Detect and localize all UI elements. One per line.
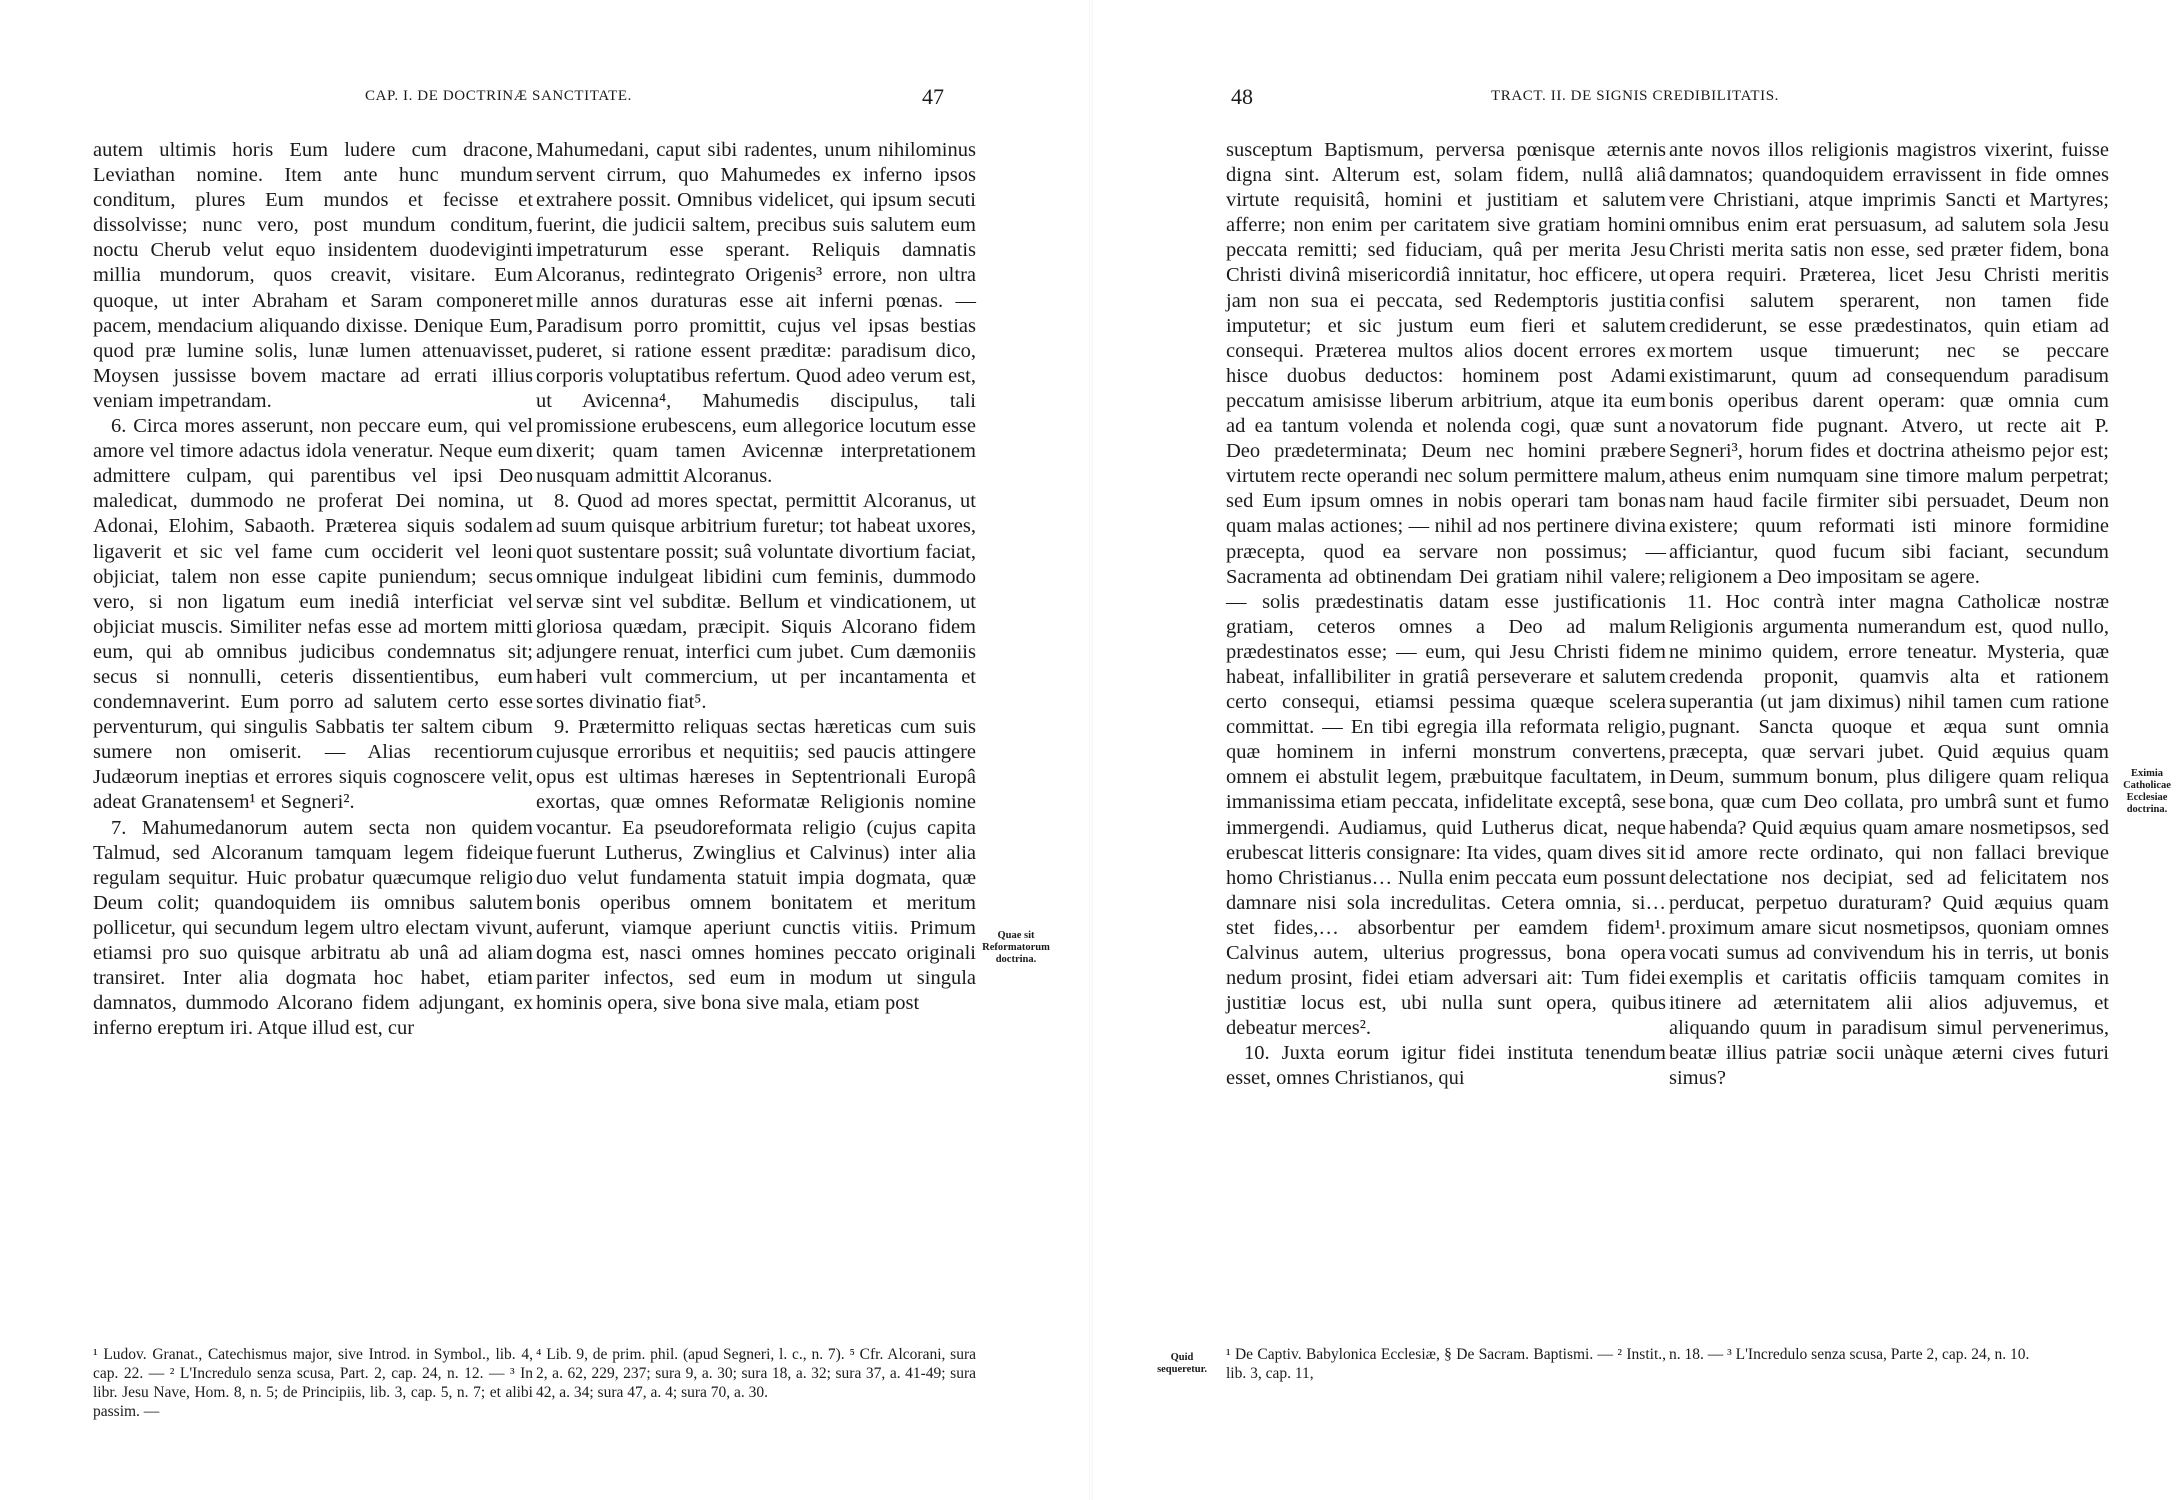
paragraph: 11. Hoc contrà inter magna Catholicæ nostræ Religionis argumenta numerandum est, quod nullo, ne minimo quidem, errore teneatur. Mysteria, quæ credenda proponit, quamvis alta et rationem superantia (ut jam diximus) nihil tamen cum ratione pugnant. Sancta quoque et æqua sunt omnia præcepta, quæ servari jubet. Quid æquius quam Deum, summum bonum, plus diligere quam reliqua bona, quæ cum Deo collata, pro umbrâ sunt et fumo habenda? Quid æquius quam amare nosmetipsos, sed id amore recte ordinato, qui non fallaci brevique delectatione nos decipiat, sed ad felicitatem nos perducat, perpetuo duraturam? Quid æquius quam proximum amare sicut nosmetipsos, quoniam omnes vocati sumus ad convivendum his in terris, ut bonis exemplis et caritatis officiis tamquam comites in itinere ad æternitatem alii alios adjuvemus, et aliquando quum in paradisum simul pervenerimus, beatæ illius patriæ socii unàque æterni cives futuri simus? xyxy=(1669,590,2109,1090)
right-column-2 xyxy=(1669,138,2109,1092)
paragraph: Mahumedani, caput sibi radentes, unum nihilominus servent cirrum, quo Mahumedes ex inferno ipsos extrahere possit. Omnibus videlicet, qui ipsum secuti fuerint, die judicii saltem, precibus suis salutem eum impetraturum esse sperant. Reliquis damnatis Alcoranus, redintegrato Origenis³ errore, non ultra mille annos duraturas esse ait inferni pœnas. — Paradisum porro promittit, cujus vel ipsas bestias puderet, si ratione essent præditæ: paradisum dico, corporis voluptatibus refertum. Quod adeo verum est, ut Avicenna⁴, Mahumedis discipulus, tali promissione erubescens, eum allegorice locutum esse dixerit; quam tamen Avicennæ interpretationem nusquam admittit Alcoranus. xyxy=(536,139,976,488)
right-footnotes-1: ¹ De Captiv. Babylonica Ecclesiæ, § De Sacram. Baptismi. — ² Instit., lib. 3, cap. 11, xyxy=(1226,1346,1666,1382)
left-page-number: 47 xyxy=(922,84,944,109)
left-column-2 xyxy=(536,138,976,1016)
margin-note-reformatorum: Quae sit Reformatorum doctrina. xyxy=(982,930,1050,965)
right-running-head: TRACT. II. DE SIGNIS CREDIBILITATIS. xyxy=(1491,88,1780,104)
paragraph: susceptum Baptismum, perversa pœnisque æternis digna sint. Alterum est, solam fidem, nullâ aliâ virtute requisitâ, homini et justitiam et salutem afferre; non enim per caritatem sive gratiam homini peccata remitti; sed fiduciam, quâ per merita Jesu Christi divinâ misericordiâ innitatur, hoc efficere, ut jam non sua ei peccata, sed Redemptoris justitia imputetur; et sic justum eum fieri et salutem consequi. Præterea multos alios docent errores ex hisce duobus deductos: hominem post Adami peccatum amisisse liberum arbitrium, atque ita eum ad ea tantum volenda et nolenda cogi, quæ sunt a Deo prædeterminata; Deum nec homini præbere virtutem recte operandi nec solum permittere malum, sed Eum ipsum omnes in nobis operari tam bonas quam malas actiones; — nihil ad nos pertinere divina præcepta, quod ea servare non possimus; — Sacramenta ad obtinendam Dei gratiam nihil valere; — solis prædestinatis datam esse justificationis gratiam, ceteros omnes a Deo ad malum prædestinatos esse; — eum, qui Jesu Christi fidem habeat, infallibiliter in gratiâ perseverare et salutem certo consequi, etiamsi pessima quæque scelera committat. — En tibi egregia illa reformata religio, quæ hominem in inferni monstrum convertens, omnem ei abstulit legem, præbuitque facultatem, in immanissima etiam peccata, infidelitate exceptâ, sese immergendi. Audiamus, quid Lutherus dicat, neque erubescat litteris consignare: Ita vides, quam dives sit homo Christianus… Nulla enim peccata eum possunt damnare nisi sola incredulitas. Cetera omnia, si… stet fides,… absorbentur per eamdem fidem¹. Calvinus autem, ulterius progressus, bona opera nedum prosint, fidei etiam adversari ait: Tum fidei justitiæ locus est, ubi nulla sunt opera, quibus debeatur merces². xyxy=(1226,139,1666,1040)
right-footnotes-2: n. 18. — ³ L'Incredulo senza scusa, Parte 2, cap. 24, n. 10. xyxy=(1669,1346,2030,1363)
right-page xyxy=(1091,0,2182,1500)
left-column-1 xyxy=(93,138,533,1041)
left-footnotes-2: ⁴ Lib. 9, de prim. phil. (apud Segneri, l. c., n. 7). ⁵ Cfr. Alcorani, sura 2, a. 62, 229, 237; sura 9, a. 30; sura 18, a. 32; sura 37, a. 41-49; sura 42, a. 34; sura 47, a. 4; sura 70, a. 30. xyxy=(536,1346,976,1401)
paragraph: autem ultimis horis Eum ludere cum dracone, Leviathan nomine. Item ante hunc mundum conditum, plures Eum mundos et fecisse et dissolvisse; nunc vero, post mundum conditum, noctu Cherub velut equo insidentem duodeviginti millia mundorum, quos creavit, visitare. Eum quoque, ut inter Abraham et Saram componeret pacem, mendacium aliquando dixisse. Denique Eum, quod præ lumine solis, lunæ lumen attenuavisset, Moysen jussisse bovem mactare ad errati illius veniam impetrandam. xyxy=(93,139,533,412)
left-running-head: CAP. I. DE DOCTRINÆ SANCTITATE. xyxy=(365,88,632,104)
margin-note-sequeretur: Quid sequeretur. xyxy=(1157,1352,1207,1375)
right-column-1 xyxy=(1226,138,1666,1092)
left-footnotes-1: ¹ Ludov. Granat., Catechismus major, sive Introd. in Symbol., lib. 4, cap. 22. — ² L'Incredulo senza scusa, Part. 2, cap. 24, n. 12. — ³ In libr. Jesu Nave, Hom. 8, n. 5; de Principiis, lib. 3, cap. 5, n. 7; et alibi passim. — xyxy=(93,1346,533,1420)
paragraph: 8. Quod ad mores spectat, permittit Alcoranus, ut ad suum quisque arbitrium furetur; tot habeat uxores, quot sustentare possit; suâ voluntate divortium faciat, omnique indulgeat libidini cum feminis, dummodo servæ sint vel subditæ. Bellum et vindicationem, ut gloriosa quædam, præcipit. Siquis Alcorano fidem adjungere renuat, interfici cum jubet. Cum dæmoniis haberi vult commercium, ut per incantamenta et sortes divinatio fiat⁵. xyxy=(536,490,976,714)
right-page-number: 48 xyxy=(1231,84,1253,109)
margin-note-catholicae: Eximia Catholicae Ecclesiae doctrina. xyxy=(2123,768,2171,815)
paragraph: 10. Juxta eorum igitur fidei instituta tenendum esset, omnes Christianos, qui xyxy=(1226,1042,1666,1090)
paragraph: 9. Prætermitto reliquas sectas hæreticas cum suis cujusque erroribus et nequitiis; sed paucis attingere opus est ultimas hæreses in Septentrionali Europâ exortas, quæ omnes Reformatæ Religionis nomine vocantur. Ea pseudoreformata religio (cujus capita fuerunt Lutherus, Zwinglius et Calvinus) inter alia duo velut fundamenta statuit impia dogmata, quæ bonis operibus omnem bonitatem et meritum auferunt, viamque aperiunt cunctis vitiis. Primum dogma est, nasci omnes homines peccato originali pariter infectos, sed eum in modum ut singula hominis opera, sive bona sive mala, etiam post xyxy=(536,716,976,1015)
paragraph: ante novos illos religionis magistros vixerint, fuisse damnatos; quandoquidem erravissent in fide omnes vere Christiani, atque imprimis Sancti et Martyres; omnibus enim erat persuasum, ad salutem sola Jesu Christi merita satis non esse, sed præter fidem, bona opera requiri. Præterea, licet Jesu Christi meritis confisi salutem sperarent, non tamen fide crediderunt, se esse prædestinatos, quin etiam ad mortem usque timuerunt; nec se peccare existimarunt, quum ad consequendum paradisum bonis operibus darent operam: quæ omnia cum novatorum fide pugnant. Atvero, ut recte ait P. Segneri³, horum fides et doctrina atheismo pejor est; atheus enim numquam sine timore malum perpetrat; nam haud facile firmiter sibi persuadet, Deum non existere; quum reformati isti minore formidine afficiantur, quod fucum sibi faciant, secundum religionem a Deo impositam se agere. xyxy=(1669,139,2109,588)
paragraph: 6. Circa mores asserunt, non peccare eum, qui vel amore vel timore adactus idola veneratur. Neque eum admittere culpam, qui parentibus vel ipsi Deo maledicat, dummodo ne proferat Dei nomina, ut Adonai, Elohim, Sabaoth. Præterea siquis sodalem ligaverit et sic vel fame cum occiderit vel leoni objiciat, talem non esse capite puniendum; secus vero, si non ligatum eum inediâ interficiat vel objiciat muscis. Similiter nefas esse ad mortem mitti eum, qui ab omnibus judicibus condemnatus sit; secus si nonnulli, ceteris dissentientibus, eum condemnaverint. Eum porro ad salutem certo esse perventurum, qui singulis Sabbatis ter saltem cibum sumere non omiserit. — Alias recentiorum Judæorum ineptias et errores siquis cognoscere velit, adeat Granatensem¹ et Segneri². xyxy=(93,415,533,814)
paragraph: 7. Mahumedanorum autem secta non quidem Talmud, sed Alcoranum tamquam legem fideique regulam sequitur. Huic probatur quæcumque religio Deum colit; quandoquidem iis omnibus salutem pollicetur, qui secundum legem ultro electam vivunt, etiamsi pro suo quisque arbitratu ab unâ ad aliam transiret. Inter alia dogmata hoc habet, etiam damnatos, dummodo Alcorano fidem adjungant, ex inferno ereptum iri. Atque illud est, cur xyxy=(93,816,533,1040)
